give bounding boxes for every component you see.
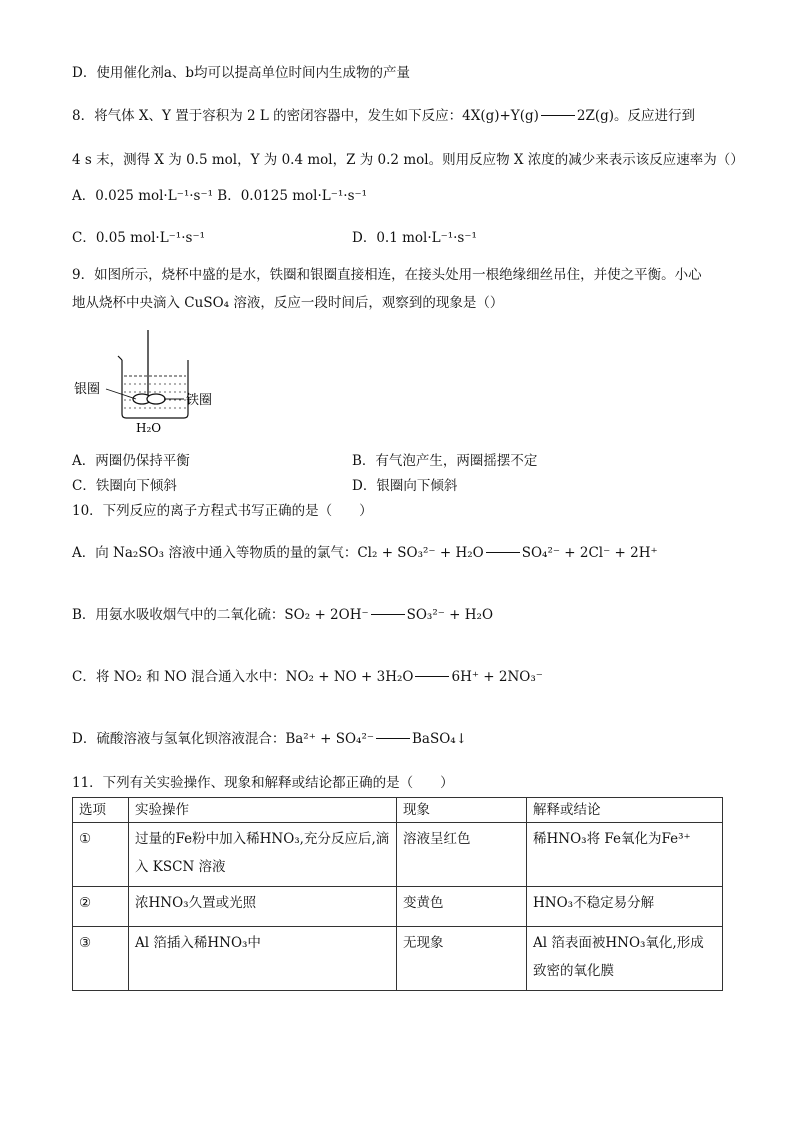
row-option: ③ — [73, 927, 129, 991]
row-operation: Al 箔插入稀HNO₃中 — [129, 927, 397, 991]
row-phenomenon: 无现象 — [397, 927, 527, 991]
beaker-spout — [118, 356, 122, 360]
beaker-figure — [72, 328, 232, 438]
q10-option-c-text: C．将 NO₂ 和 NO 混合通入水中： — [72, 669, 286, 685]
row-phenomenon: 溶液呈红色 — [397, 823, 527, 887]
q9-option-d: D．银圈向下倾斜 — [352, 478, 458, 494]
q10-option-c — [72, 667, 543, 687]
equals-sign — [376, 738, 410, 739]
q8-stem-line-2: 4 s 末，测得 X 为 0.5 mol，Y 为 0.4 mol，Z 为 0.2 mol。则用反应物 X 浓度的减少来表示该反应速率为（） — [72, 152, 744, 168]
q10-option-d-lhs: Ba²⁺ + SO₄²⁻ — [285, 731, 374, 747]
q9-stem-line-2: 地从烧杯中央滴入 CuSO₄ 溶液，反应一段时间后，观察到的现象是（） — [72, 295, 504, 311]
row-conclusion: 稀HNO₃将 Fe氧化为Fe³⁺ — [527, 823, 723, 887]
iron-ring — [147, 394, 165, 404]
q10-stem: 10．下列反应的离子方程式书写正确的是（ ） — [72, 503, 373, 519]
q9-stem-line-1: 9．如图所示，烧杯中盛的是水，铁圈和银圈直接相连，在接头处用一根绝缘细丝吊住，并使之平衡。小心 — [72, 267, 702, 283]
row-conclusion: HNO₃不稳定易分解 — [527, 887, 723, 927]
equals-sign — [371, 614, 405, 615]
row-conclusion: Al 箔表面被HNO₃氧化,形成致密的氧化膜 — [527, 927, 723, 991]
q11-table — [72, 797, 723, 991]
table-header-row — [73, 798, 723, 823]
q10-option-b — [72, 605, 493, 625]
q8-option-a: A．0.025 mol·L⁻¹·s⁻¹ — [72, 188, 213, 204]
table-row — [73, 823, 723, 887]
q10-option-b-text: B．用氨水吸收烟气中的二氧化硫： — [72, 607, 285, 623]
equals-sign — [486, 552, 520, 553]
q9-option-b: B．有气泡产生，两圈摇摆不定 — [352, 453, 538, 469]
q8-option-d: D．0.1 mol·L⁻¹·s⁻¹ — [352, 230, 477, 246]
header-conclusion: 解释或结论 — [527, 798, 723, 823]
beaker-outline — [122, 360, 188, 418]
q10-option-d-text: D．硫酸溶液与氢氧化钡溶液混合： — [72, 731, 286, 747]
row-phenomenon: 变黄色 — [397, 887, 527, 927]
q7-option-d: D．使用催化剂a、b均可以提高单位时间内生成物的产量 — [72, 65, 411, 81]
header-phenomenon: 现象 — [397, 798, 527, 823]
q10-option-a-rhs: SO₄²⁻ + 2Cl⁻ + 2H⁺ — [521, 545, 658, 561]
q10-option-a-text: A．向 Na₂SO₃ 溶液中通入等物质的量的氯气： — [72, 545, 358, 561]
q8-stem-line-1 — [72, 106, 695, 126]
label-silver-ring: 银圈 — [74, 382, 101, 397]
silver-leader-line — [106, 389, 136, 399]
q10-option-a-lhs: Cl₂ + SO₃²⁻ + H₂O — [357, 545, 484, 561]
row-option: ① — [73, 823, 129, 887]
equals-sign — [415, 676, 449, 677]
q11-stem: 11．下列有关实验操作、现象和解释或结论都正确的是（ ） — [72, 775, 454, 791]
label-iron-ring: 铁圈 — [186, 393, 213, 408]
table-row — [73, 927, 723, 991]
q10-option-d — [72, 729, 467, 749]
q9-option-c: C．铁圈向下倾斜 — [72, 478, 177, 494]
q10-option-b-lhs: SO₂ + 2OH⁻ — [284, 607, 369, 623]
equilibrium-sign — [541, 115, 575, 116]
q10-option-d-rhs: BaSO₄↓ — [412, 731, 468, 747]
q10-option-b-rhs: SO₃²⁻ + H₂O — [406, 607, 494, 623]
row-operation: 浓HNO₃久置或光照 — [129, 887, 397, 927]
header-option: 选项 — [73, 798, 129, 823]
q8-stem-text: 8．将气体 X、Y 置于容积为 2 L 的密闭容器中，发生如下反应：4X(g)+Y(g) — [72, 108, 539, 124]
q8-stem-tail: 2Z(g)。反应进行到 — [576, 108, 696, 124]
q8-options-ab — [72, 186, 367, 206]
header-operation: 实验操作 — [129, 798, 397, 823]
q10-option-a — [72, 543, 658, 563]
q10-option-c-lhs: NO₂ + NO + 3H₂O — [285, 669, 414, 685]
q8-option-b: B．0.0125 mol·L⁻¹·s⁻¹ — [217, 188, 368, 204]
q10-option-c-rhs: 6H⁺ + 2NO₃⁻ — [451, 669, 543, 685]
table-row — [73, 887, 723, 927]
row-option: ② — [73, 887, 129, 927]
label-water: H₂O — [136, 421, 162, 435]
q9-option-a: A．两圈仍保持平衡 — [72, 453, 190, 469]
q8-option-c: C．0.05 mol·L⁻¹·s⁻¹ — [72, 230, 205, 246]
row-operation: 过量的Fe粉中加入稀HNO₃,充分反应后,滴入 KSCN 溶液 — [129, 823, 397, 887]
